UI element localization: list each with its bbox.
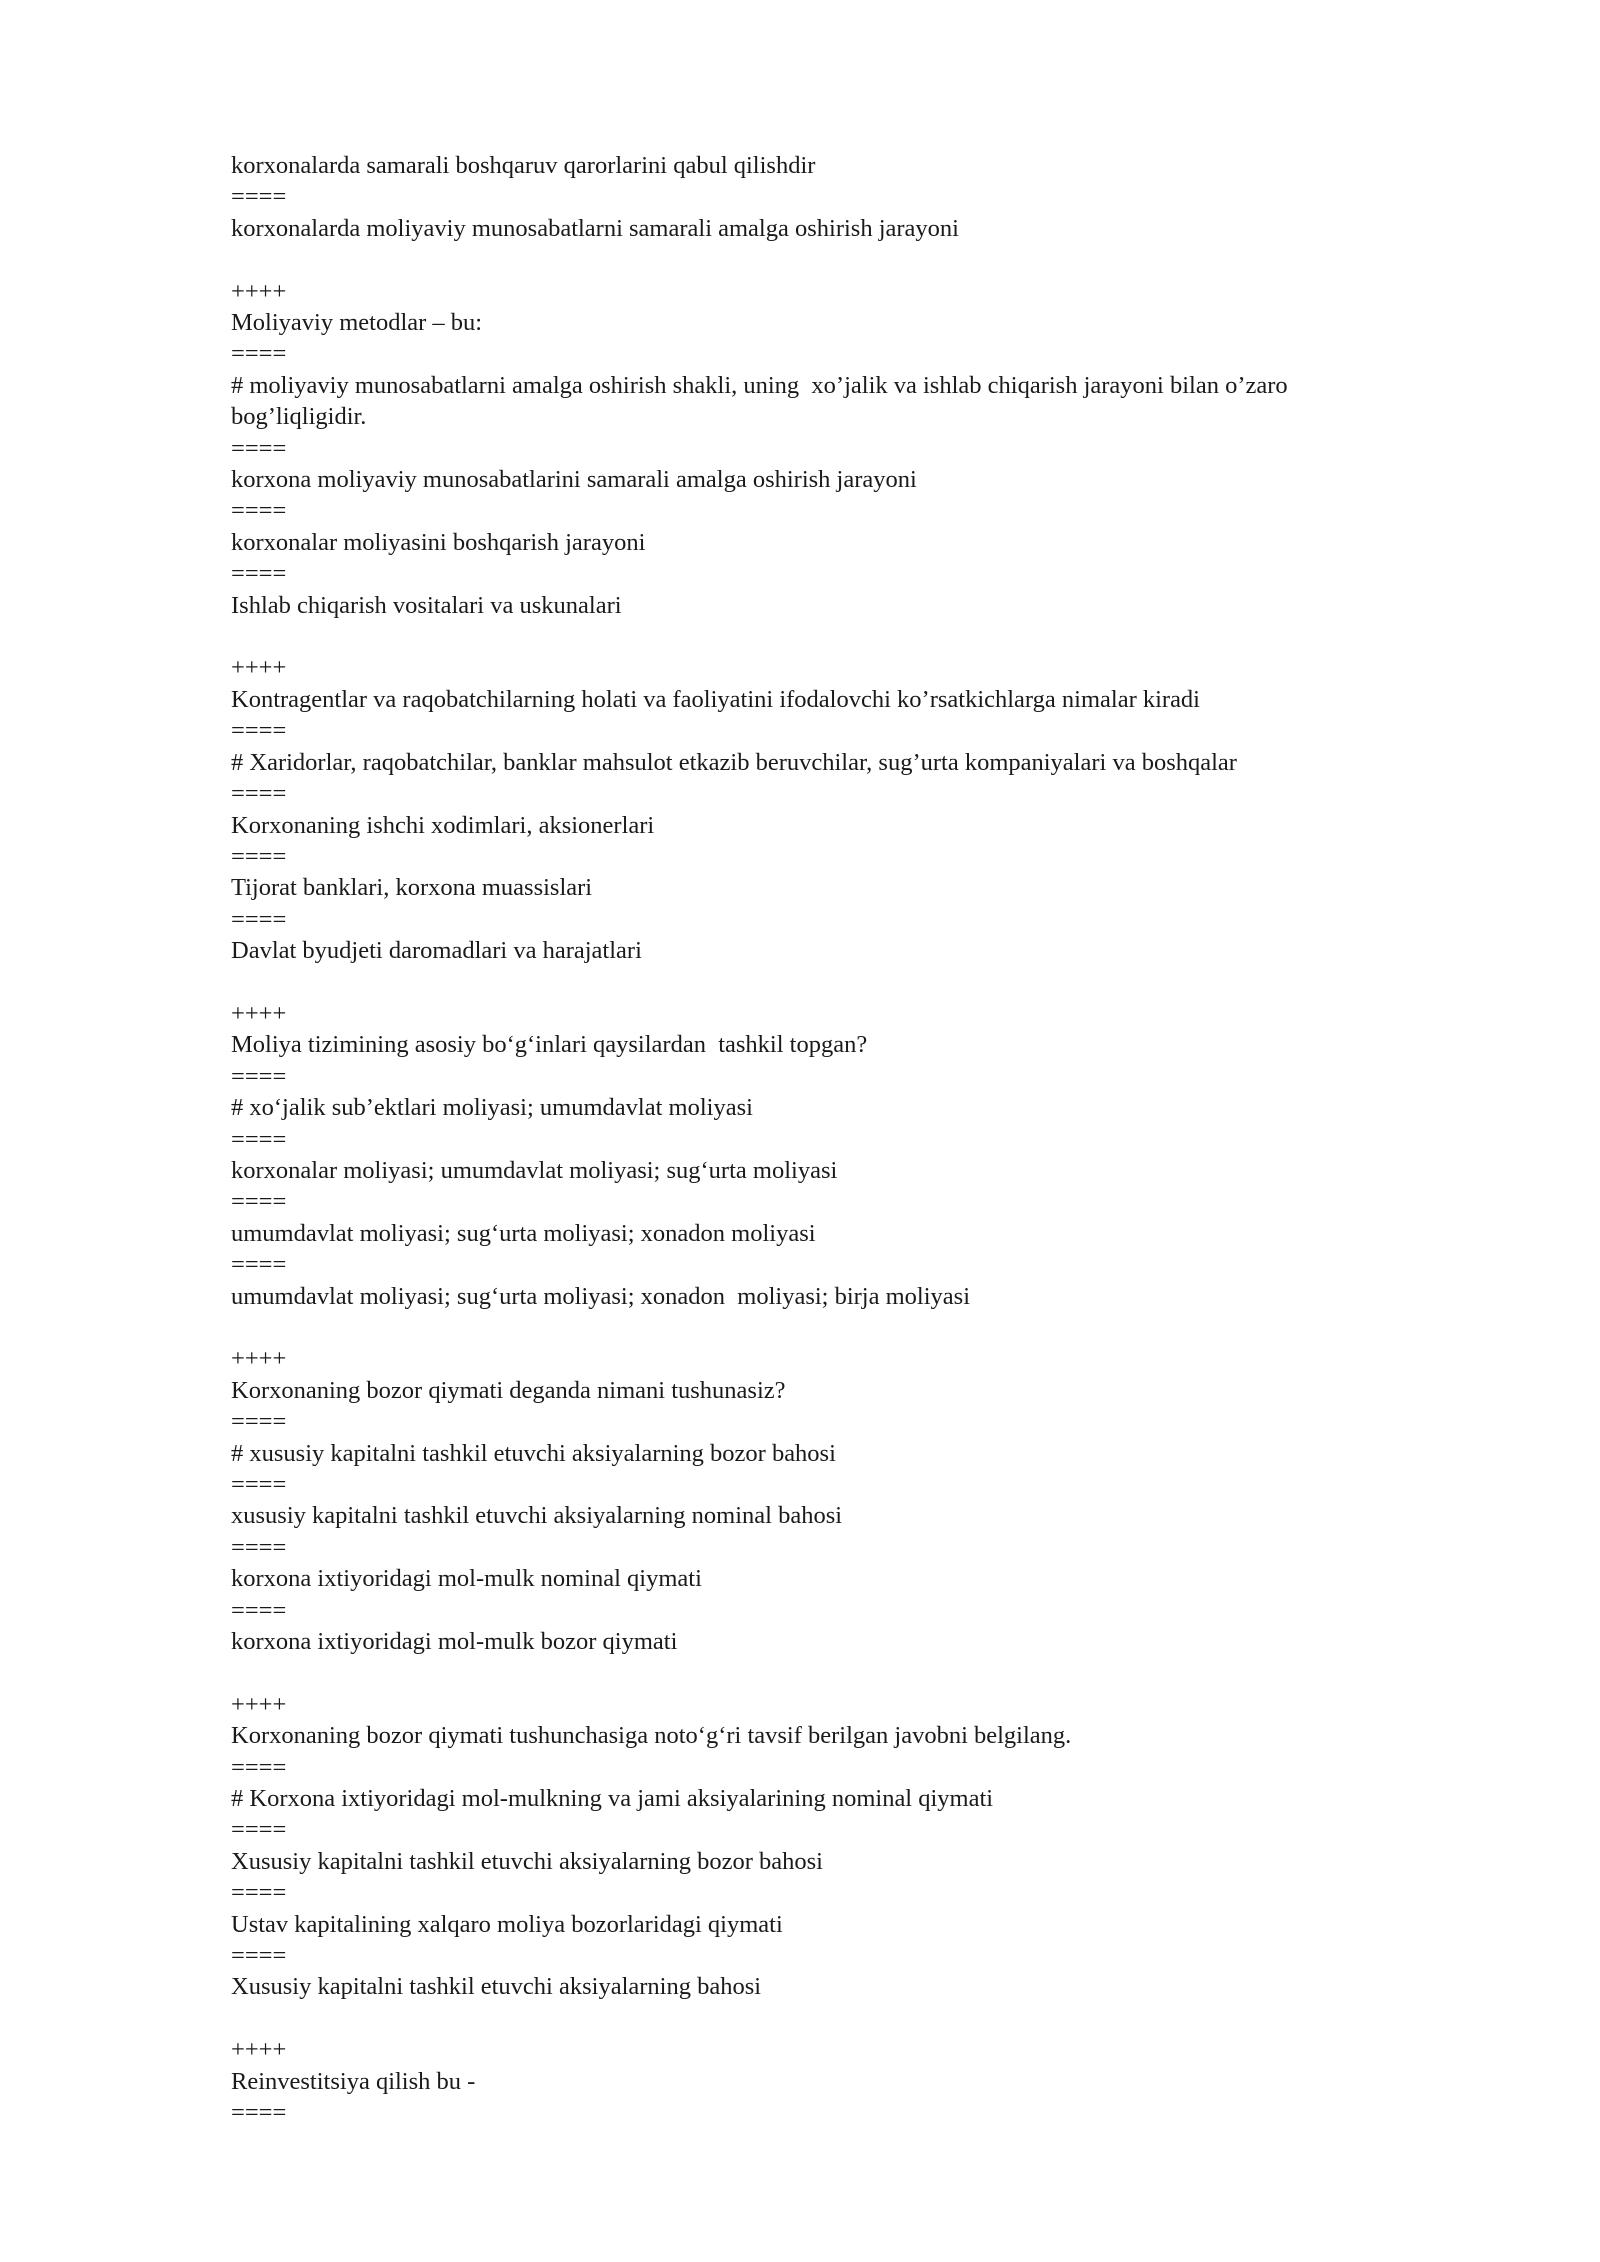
option-separator: ==== — [231, 1753, 287, 1781]
option-separator: ==== — [231, 717, 287, 745]
document-page — [231, 150, 1411, 2129]
text-line: Tijorat banklari, korxona muassislari — [231, 874, 593, 902]
text-line: Kontragentlar va raqobatchilarning holati va faoliyatini ifodalovchi ko’rsatkichlarga nimalar kiradi — [231, 685, 1200, 713]
blank-line — [231, 621, 1411, 652]
question-separator: ++++ — [231, 654, 287, 682]
blank-line — [231, 1312, 1411, 1343]
correct-answer-line: # Korxona ixtiyoridagi mol-mulkning va jami aksiyalarining nominal qiymati — [231, 1785, 994, 1813]
text-line: Xususiy kapitalni tashkil etuvchi aksiyalarning bahosi — [231, 1973, 762, 2001]
text-line: Korxonaning bozor qiymati deganda nimani tushunasiz? — [231, 1376, 786, 1404]
question-separator: ++++ — [231, 1690, 287, 1718]
correct-answer-line: # moliyaviy munosabatlarni amalga oshirish shakli, uning xo’jalik va ishlab chiqarish jarayoni bilan o’zaro bog’liqligidir. — [231, 371, 1294, 431]
option-separator: ==== — [231, 780, 287, 808]
text-line: Korxonaning bozor qiymati tushunchasiga noto‘g‘ri tavsif berilgan javobni belgilang. — [231, 1722, 1072, 1750]
option-separator: ==== — [231, 1942, 287, 1970]
text-line: Xususiy kapitalni tashkil etuvchi aksiyalarning bozor bahosi — [231, 1847, 823, 1875]
text-line: umumdavlat moliyasi; sug‘urta moliyasi; xonadon moliyasi; birja moliyasi — [231, 1282, 970, 1310]
question-separator: ++++ — [231, 2036, 287, 2064]
option-separator: ==== — [231, 1533, 287, 1561]
option-separator: ==== — [231, 1125, 287, 1153]
option-separator: ==== — [231, 434, 287, 462]
option-separator: ==== — [231, 905, 287, 933]
document-body — [231, 150, 1411, 2129]
text-line: korxonalar moliyasini boshqarish jarayoni — [231, 528, 646, 556]
text-line: Korxonaning ishchi xodimlari, aksionerlari — [231, 811, 655, 839]
option-separator: ==== — [231, 2099, 287, 2127]
correct-answer-line: # xo‘jalik sub’ektlari moliyasi; umumdavlat moliyasi — [231, 1094, 753, 1122]
text-line: Moliya tizimining asosiy bo‘g‘inlari qaysilardan tashkil topgan? — [231, 1031, 868, 1059]
option-separator: ==== — [231, 497, 287, 525]
option-separator: ==== — [231, 1596, 287, 1624]
option-separator: ==== — [231, 1251, 287, 1279]
text-line: korxonalarda moliyaviy munosabatlarni samarali amalga oshirish jarayoni — [231, 214, 959, 242]
option-separator: ==== — [231, 1408, 287, 1436]
question-separator: ++++ — [231, 277, 287, 305]
question-separator: ++++ — [231, 1345, 287, 1373]
blank-line — [231, 2003, 1411, 2034]
question-separator: ++++ — [231, 999, 287, 1027]
text-line: xususiy kapitalni tashkil etuvchi aksiyalarning nominal bahosi — [231, 1502, 843, 1530]
text-line: Ishlab chiqarish vositalari va uskunalari — [231, 591, 622, 619]
text-line: korxonalar moliyasi; umumdavlat moliyasi; sug‘urta moliyasi — [231, 1156, 838, 1184]
text-line: korxonalarda samarali boshqaruv qarorlarini qabul qilishdir — [231, 152, 816, 179]
text-line: umumdavlat moliyasi; sug‘urta moliyasi; xonadon moliyasi — [231, 1219, 816, 1247]
option-separator: ==== — [231, 560, 287, 588]
option-separator: ==== — [231, 842, 287, 870]
option-separator: ==== — [231, 340, 287, 368]
text-line: korxona moliyaviy munosabatlarini samarali amalga oshirish jarayoni — [231, 466, 917, 494]
option-separator: ==== — [231, 1879, 287, 1907]
option-separator: ==== — [231, 1062, 287, 1090]
option-separator: ==== — [231, 183, 287, 211]
text-line: Reinvestitsiya qilish bu - — [231, 2067, 476, 2095]
text-line: korxona ixtiyoridagi mol-mulk bozor qiymati — [231, 1628, 678, 1656]
option-separator: ==== — [231, 1816, 287, 1844]
correct-answer-line: # xususiy kapitalni tashkil etuvchi aksiyalarning bozor bahosi — [231, 1439, 836, 1467]
blank-line — [231, 967, 1411, 998]
text-line: Moliyaviy metodlar – bu: — [231, 309, 483, 337]
blank-line — [231, 1657, 1411, 1688]
text-line: korxona ixtiyoridagi mol-mulk nominal qiymati — [231, 1565, 702, 1593]
option-separator: ==== — [231, 1188, 287, 1216]
blank-line — [231, 244, 1411, 275]
correct-answer-line: # Xaridorlar, raqobatchilar, banklar mahsulot etkazib beruvchilar, sug’urta kompaniyalari va boshqalar — [231, 748, 1237, 776]
text-line: Davlat byudjeti daromadlari va harajatlari — [231, 937, 642, 965]
option-separator: ==== — [231, 1471, 287, 1498]
text-line: Ustav kapitalining xalqaro moliya bozorlaridagi qiymati — [231, 1910, 783, 1938]
